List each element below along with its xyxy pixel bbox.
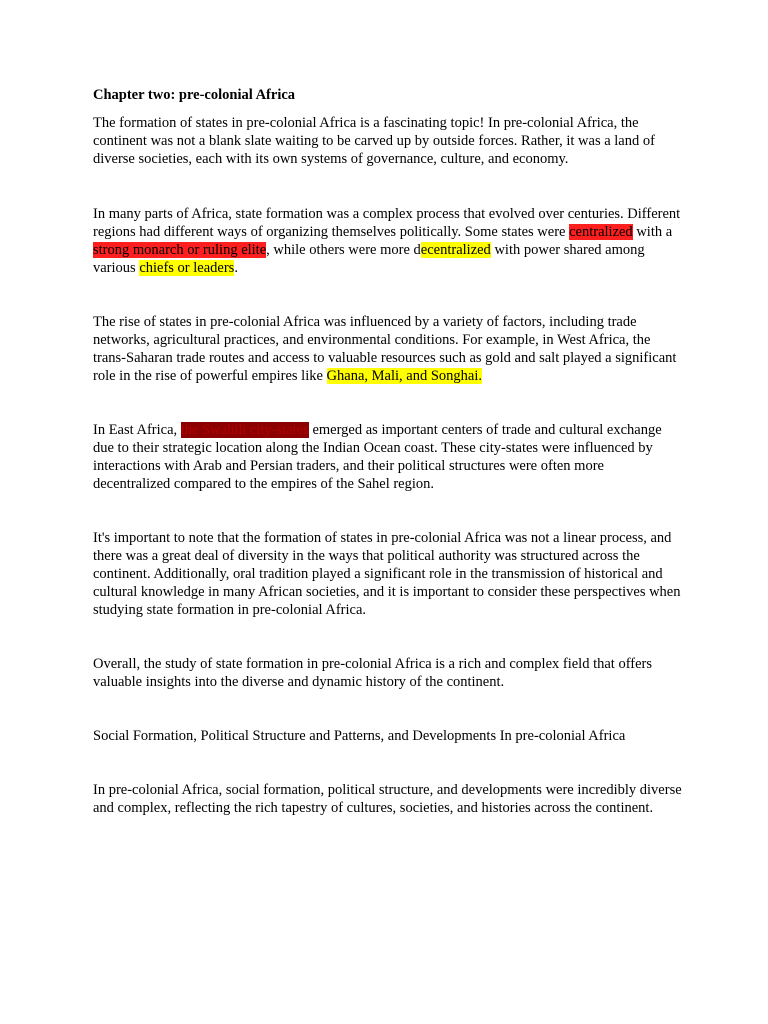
text-run: , while others were more d — [266, 242, 421, 258]
highlight-yellow-chiefs: chiefs or leaders — [139, 260, 235, 276]
text-run: . — [234, 260, 238, 276]
paragraph-overall[interactable]: Overall, the study of state formation in pre-colonial Africa is a rich and complex field that offers valuable insights into the diverse and dynamic history of the continent. — [93, 656, 653, 690]
highlight-yellow-decentralized: ecentralized — [420, 242, 491, 258]
highlight-darkred-swahili: the Swahili city-states — [180, 422, 309, 438]
section-heading[interactable]: Social Formation, Political Structure and Patterns, and Developments In pre-colonial Africa — [93, 728, 626, 744]
paragraph-state-formation[interactable] — [93, 205, 683, 277]
highlight-yellow-empires: Ghana, Mali, and Songhai. — [326, 368, 482, 384]
paragraph-rise-of-states[interactable] — [93, 313, 683, 385]
highlight-red-monarch: strong monarch or ruling elite — [93, 242, 267, 258]
text-run: The rise of states in pre-colonial Africa was influenced by a variety of factors, including trade networks, agricultural practices, and environmental conditions. For example, in West Africa, the trans-Saharan trade routes and access to valuable resources such as gold and salt played a significant role in the rise of powerful empires like — [93, 314, 677, 384]
text-run: with a — [632, 224, 673, 240]
text-run: emerged as important centers of trade and cultural exchange due to their strategic location along the Indian Ocean coast. These city-states were influenced by interactions with Arab and Persian traders, and their political structures were often more decentralized compared to the empires of the Sahel region. — [93, 422, 662, 492]
text-run: In East Africa, — [93, 422, 181, 438]
text-run: with power shared among various — [93, 242, 645, 276]
text-run: In many parts of Africa, state formation was a complex process that evolved over centuries. Different regions had different ways of organizing themselves politically. Some states were — [93, 206, 681, 240]
paragraph-diversity[interactable]: It's important to note that the formation of states in pre-colonial Africa was not a linear process, and there was a great deal of diversity in the ways that political authority was structured across the continent. Additionally, oral tradition played a significant role in the transmission of historical and cultural knowledge in many African societies, and it is important to consider these perspectives when studying state formation in pre-colonial Africa. — [93, 530, 681, 618]
paragraph-intro[interactable]: The formation of states in pre-colonial Africa is a fascinating topic! In pre-colonial Africa, the continent was not a blank slate waiting to be carved up by outside forces. Rather, it was a land of diverse societies, each with its own systems of governance, culture, and economy. — [93, 115, 655, 167]
chapter-title: Chapter two: pre-colonial Africa — [93, 87, 296, 103]
paragraph-social-formation[interactable]: In pre-colonial Africa, social formation, political structure, and developments were incredibly diverse and complex, reflecting the rich tapestry of cultures, societies, and histories across the continent. — [93, 782, 682, 816]
paragraph-east-africa[interactable] — [93, 421, 683, 493]
document-page — [93, 86, 683, 853]
highlight-red-centralized: centralized — [569, 224, 633, 240]
